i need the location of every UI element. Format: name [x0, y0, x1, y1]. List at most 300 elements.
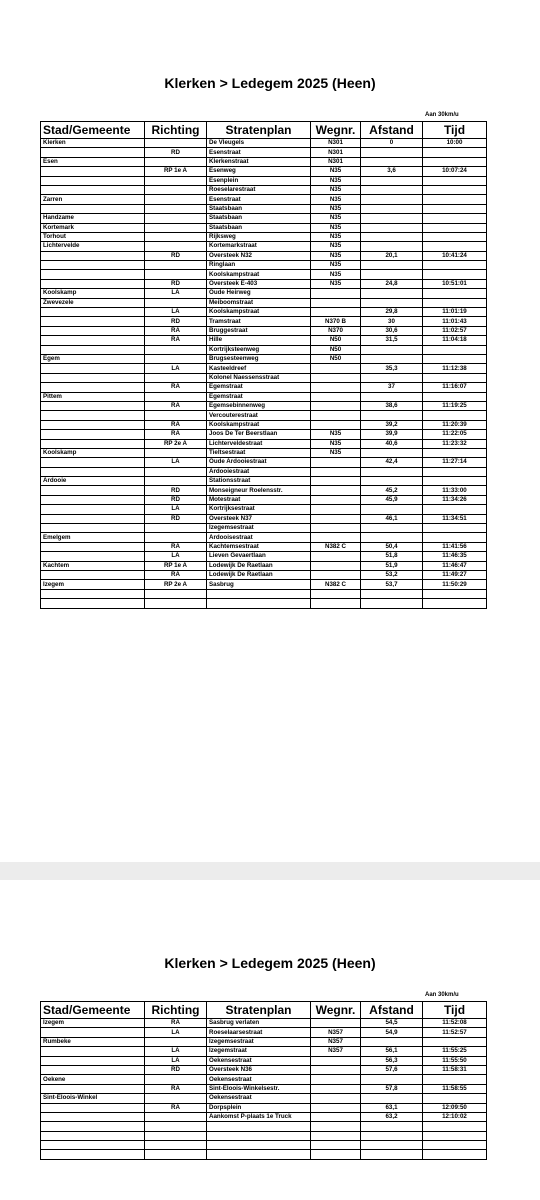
distance-cell — [361, 289, 423, 298]
municipality-cell — [41, 1122, 145, 1131]
table-row — [41, 495, 487, 504]
street-cell: Lieven Gevaertlaan — [207, 552, 311, 561]
street-cell — [207, 1141, 311, 1150]
time-cell: 10:00 — [423, 139, 487, 148]
road-number-cell — [311, 1103, 361, 1112]
time-cell: 10:51:01 — [423, 279, 487, 288]
street-cell — [207, 1122, 311, 1131]
direction-cell — [145, 1094, 207, 1103]
street-cell: Klerkenstraat — [207, 157, 311, 166]
table-row — [41, 1019, 487, 1028]
street-cell: Esenstraat — [207, 148, 311, 157]
distance-cell: 39,2 — [361, 420, 423, 429]
direction-cell — [145, 345, 207, 354]
time-cell — [423, 1037, 487, 1046]
table-row — [41, 214, 487, 223]
municipality-cell — [41, 185, 145, 194]
street-cell: Oversteek E-403 — [207, 279, 311, 288]
street-cell: Tieltsestraat — [207, 448, 311, 457]
time-cell — [423, 505, 487, 514]
table-row — [41, 533, 487, 542]
road-number-cell — [311, 1141, 361, 1150]
table-row — [41, 139, 487, 148]
distance-cell: 30,6 — [361, 326, 423, 335]
time-cell: 11:16:07 — [423, 383, 487, 392]
time-cell — [423, 1131, 487, 1140]
distance-cell: 35,3 — [361, 364, 423, 373]
road-number-cell — [311, 486, 361, 495]
road-number-cell — [311, 561, 361, 570]
municipality-cell: Esen — [41, 157, 145, 166]
time-cell: 11:01:43 — [423, 317, 487, 326]
direction-cell: RA — [145, 336, 207, 345]
document-page-2 — [0, 880, 540, 1200]
direction-cell: LA — [145, 1028, 207, 1037]
time-cell — [423, 1141, 487, 1150]
time-cell — [423, 354, 487, 363]
direction-cell — [145, 270, 207, 279]
direction-cell: RA — [145, 383, 207, 392]
time-cell — [423, 524, 487, 533]
direction-cell: LA — [145, 505, 207, 514]
road-number-cell — [311, 1112, 361, 1121]
municipality-cell — [41, 373, 145, 382]
street-cell: Izegemsestraat — [207, 1037, 311, 1046]
municipality-cell: Sint-Eloois-Winkel — [41, 1094, 145, 1103]
distance-cell — [361, 392, 423, 401]
page-title: Klerken > Ledegem 2025 (Heen) — [164, 75, 376, 91]
direction-cell: RA — [145, 326, 207, 335]
street-cell: Lodewijk De Raetlaan — [207, 570, 311, 579]
direction-cell — [145, 204, 207, 213]
municipality-cell — [41, 204, 145, 213]
time-cell: 11:46:47 — [423, 561, 487, 570]
time-cell: 11:49:27 — [423, 570, 487, 579]
distance-cell: 45,2 — [361, 486, 423, 495]
time-cell: 11:55:25 — [423, 1047, 487, 1056]
table-row — [41, 1131, 487, 1140]
distance-cell: 57,6 — [361, 1065, 423, 1074]
table-row — [41, 308, 487, 317]
municipality-cell — [41, 420, 145, 429]
direction-cell: RD — [145, 486, 207, 495]
column-header-distance: Afstand — [361, 122, 423, 139]
table-row — [41, 542, 487, 551]
time-cell — [423, 1122, 487, 1131]
time-cell: 11:22:05 — [423, 430, 487, 439]
time-cell — [423, 599, 487, 608]
municipality-cell — [41, 542, 145, 551]
distance-cell: 0 — [361, 139, 423, 148]
time-cell: 11:19:25 — [423, 401, 487, 410]
distance-cell: 39,9 — [361, 430, 423, 439]
direction-cell — [145, 214, 207, 223]
municipality-cell — [41, 1028, 145, 1037]
direction-cell: LA — [145, 552, 207, 561]
municipality-cell — [41, 1131, 145, 1140]
municipality-cell: Izegem — [41, 580, 145, 589]
road-number-cell — [311, 411, 361, 420]
distance-cell: 51,8 — [361, 552, 423, 561]
road-number-cell — [311, 514, 361, 523]
distance-cell — [361, 261, 423, 270]
municipality-cell — [41, 176, 145, 185]
distance-cell: 45,9 — [361, 495, 423, 504]
table-row — [41, 270, 487, 279]
direction-cell — [145, 232, 207, 241]
municipality-cell: Zarren — [41, 195, 145, 204]
time-cell — [423, 1094, 487, 1103]
street-cell: Kortemarkstraat — [207, 242, 311, 251]
time-cell: 11:12:38 — [423, 364, 487, 373]
direction-cell: RD — [145, 279, 207, 288]
road-number-cell — [311, 533, 361, 542]
street-cell — [207, 589, 311, 598]
distance-cell — [361, 270, 423, 279]
road-number-cell — [311, 599, 361, 608]
street-cell: Staatsbaan — [207, 223, 311, 232]
table-row — [41, 1056, 487, 1065]
road-number-cell — [311, 1150, 361, 1159]
street-cell: Egemstraat — [207, 383, 311, 392]
street-cell: Meiboomstraat — [207, 298, 311, 307]
municipality-cell — [41, 336, 145, 345]
table-row — [41, 204, 487, 213]
street-cell: Stationsstraat — [207, 477, 311, 486]
column-header-street: Stratenplan — [207, 1002, 311, 1019]
time-cell — [423, 157, 487, 166]
road-number-cell — [311, 1075, 361, 1084]
road-number-cell — [311, 589, 361, 598]
road-number-cell: N35 — [311, 270, 361, 279]
direction-cell — [145, 195, 207, 204]
column-header-street: Stratenplan — [207, 122, 311, 139]
municipality-cell: Kachtem — [41, 561, 145, 570]
time-cell: 12:10:02 — [423, 1112, 487, 1121]
street-cell: Kortrijksteenweg — [207, 345, 311, 354]
road-number-cell: N35 — [311, 261, 361, 270]
direction-cell: RD — [145, 317, 207, 326]
header-row — [41, 122, 487, 139]
distance-cell: 42,4 — [361, 458, 423, 467]
road-number-cell — [311, 373, 361, 382]
road-number-cell — [311, 298, 361, 307]
street-cell: Oude Ardooiestraat — [207, 458, 311, 467]
road-number-cell — [311, 1084, 361, 1093]
road-number-cell — [311, 383, 361, 392]
street-cell: Aankomst P-plaats 1e Truck — [207, 1112, 311, 1121]
municipality-cell — [41, 486, 145, 495]
table-row — [41, 354, 487, 363]
distance-cell: 30 — [361, 317, 423, 326]
table-row — [41, 167, 487, 176]
street-cell: Oversteek N37 — [207, 514, 311, 523]
road-number-cell — [311, 467, 361, 476]
municipality-cell — [41, 439, 145, 448]
speed-note: Aan 30km/u — [425, 112, 459, 118]
municipality-cell: Koolskamp — [41, 289, 145, 298]
time-cell: 11:34:51 — [423, 514, 487, 523]
municipality-cell — [41, 458, 145, 467]
municipality-cell — [41, 383, 145, 392]
direction-cell — [145, 185, 207, 194]
time-cell: 11:52:57 — [423, 1028, 487, 1037]
direction-cell: RA — [145, 1019, 207, 1028]
street-cell: Izegemsestraat — [207, 524, 311, 533]
time-cell — [423, 195, 487, 204]
distance-cell — [361, 524, 423, 533]
time-cell: 11:52:08 — [423, 1019, 487, 1028]
table-row — [41, 486, 487, 495]
time-cell — [423, 589, 487, 598]
table-row — [41, 514, 487, 523]
street-cell: Hille — [207, 336, 311, 345]
direction-cell: LA — [145, 364, 207, 373]
street-cell: Egemstraat — [207, 392, 311, 401]
table-row — [41, 467, 487, 476]
distance-cell — [361, 148, 423, 157]
table-row — [41, 524, 487, 533]
time-cell: 11:01:19 — [423, 308, 487, 317]
table-row — [41, 599, 487, 608]
time-cell — [423, 261, 487, 270]
direction-cell — [145, 1037, 207, 1046]
route-table — [40, 1001, 487, 1160]
road-number-cell: N382 C — [311, 580, 361, 589]
road-number-cell — [311, 308, 361, 317]
direction-cell: LA — [145, 308, 207, 317]
table-row — [41, 326, 487, 335]
distance-cell — [361, 1131, 423, 1140]
time-cell — [423, 214, 487, 223]
distance-cell: 51,9 — [361, 561, 423, 570]
road-number-cell: N301 — [311, 148, 361, 157]
table-row — [41, 336, 487, 345]
municipality-cell: Zwevezele — [41, 298, 145, 307]
table-row — [41, 1065, 487, 1074]
street-cell: Koolskampstraat — [207, 420, 311, 429]
road-number-cell: N50 — [311, 345, 361, 354]
direction-cell — [145, 1075, 207, 1084]
street-cell: Ringlaan — [207, 261, 311, 270]
distance-cell: 31,5 — [361, 336, 423, 345]
direction-cell: RP 2e A — [145, 580, 207, 589]
direction-cell: LA — [145, 1047, 207, 1056]
direction-cell — [145, 1112, 207, 1121]
street-cell: Brugsesteenweg — [207, 354, 311, 363]
direction-cell: RD — [145, 251, 207, 260]
municipality-cell — [41, 570, 145, 579]
table-body — [41, 139, 487, 609]
table-row — [41, 373, 487, 382]
table-row — [41, 345, 487, 354]
table-row — [41, 1028, 487, 1037]
road-number-cell: N357 — [311, 1037, 361, 1046]
municipality-cell — [41, 1065, 145, 1074]
table-row — [41, 458, 487, 467]
road-number-cell: N35 — [311, 439, 361, 448]
page-separator — [0, 862, 540, 880]
distance-cell — [361, 467, 423, 476]
municipality-cell: Koolskamp — [41, 448, 145, 457]
page-title: Klerken > Ledegem 2025 (Heen) — [164, 955, 376, 971]
distance-cell — [361, 195, 423, 204]
street-cell: Tramstraat — [207, 317, 311, 326]
time-cell — [423, 185, 487, 194]
column-header-road-number: Wegnr. — [311, 122, 361, 139]
direction-cell: RP 1e A — [145, 561, 207, 570]
municipality-cell: Ardooie — [41, 477, 145, 486]
distance-cell — [361, 214, 423, 223]
table-row — [41, 1112, 487, 1121]
distance-cell: 54,9 — [361, 1028, 423, 1037]
direction-cell: RD — [145, 1065, 207, 1074]
street-cell: Esenplein — [207, 176, 311, 185]
direction-cell — [145, 157, 207, 166]
road-number-cell: N301 — [311, 157, 361, 166]
street-cell: Oekensestraat — [207, 1056, 311, 1065]
direction-cell: LA — [145, 1056, 207, 1065]
road-number-cell — [311, 1019, 361, 1028]
table-row — [41, 1150, 487, 1159]
municipality-cell: Kortemark — [41, 223, 145, 232]
municipality-cell: Oekene — [41, 1075, 145, 1084]
time-cell — [423, 533, 487, 542]
street-cell: Koolskampstraat — [207, 270, 311, 279]
municipality-cell — [41, 505, 145, 514]
road-number-cell: N357 — [311, 1028, 361, 1037]
time-cell: 10:41:24 — [423, 251, 487, 260]
road-number-cell — [311, 552, 361, 561]
road-number-cell: N35 — [311, 279, 361, 288]
table-row — [41, 364, 487, 373]
distance-cell: 63,2 — [361, 1112, 423, 1121]
street-cell: Sasbrug verlaten — [207, 1019, 311, 1028]
time-cell — [423, 232, 487, 241]
road-number-cell: N382 C — [311, 542, 361, 551]
street-cell — [207, 1150, 311, 1159]
time-cell: 11:34:26 — [423, 495, 487, 504]
time-cell: 11:23:32 — [423, 439, 487, 448]
time-cell — [423, 223, 487, 232]
distance-cell — [361, 1037, 423, 1046]
direction-cell — [145, 1122, 207, 1131]
direction-cell — [145, 223, 207, 232]
road-number-cell — [311, 401, 361, 410]
time-cell — [423, 242, 487, 251]
municipality-cell: Pittem — [41, 392, 145, 401]
table-row — [41, 1075, 487, 1084]
street-cell: Esenweg — [207, 167, 311, 176]
table-row — [41, 1141, 487, 1150]
road-number-cell — [311, 1122, 361, 1131]
time-cell: 11:33:00 — [423, 486, 487, 495]
street-cell: Staatsbaan — [207, 214, 311, 223]
road-number-cell: N301 — [311, 139, 361, 148]
distance-cell — [361, 223, 423, 232]
municipality-cell — [41, 1084, 145, 1093]
municipality-cell — [41, 430, 145, 439]
distance-cell: 37 — [361, 383, 423, 392]
street-cell: Oude Heirweg — [207, 289, 311, 298]
table-row — [41, 185, 487, 194]
municipality-cell — [41, 251, 145, 260]
road-number-cell — [311, 1094, 361, 1103]
street-cell: De Vleugels — [207, 139, 311, 148]
road-number-cell: N35 — [311, 251, 361, 260]
municipality-cell: Torhout — [41, 232, 145, 241]
street-cell: Kolonel Naessensstraat — [207, 373, 311, 382]
distance-cell — [361, 232, 423, 241]
distance-cell — [361, 477, 423, 486]
time-cell — [423, 289, 487, 298]
street-cell: Kortrijksestraat — [207, 505, 311, 514]
distance-cell: 54,5 — [361, 1019, 423, 1028]
time-cell — [423, 1075, 487, 1084]
municipality-cell: Lichtervelde — [41, 242, 145, 251]
direction-cell — [145, 524, 207, 533]
municipality-cell: Egem — [41, 354, 145, 363]
table-row — [41, 242, 487, 251]
distance-cell — [361, 157, 423, 166]
municipality-cell — [41, 1103, 145, 1112]
time-cell — [423, 270, 487, 279]
street-cell: Vercouterestraat — [207, 411, 311, 420]
table-row — [41, 223, 487, 232]
municipality-cell — [41, 345, 145, 354]
table-row — [41, 439, 487, 448]
distance-cell — [361, 448, 423, 457]
direction-cell — [145, 392, 207, 401]
road-number-cell — [311, 495, 361, 504]
road-number-cell: N50 — [311, 354, 361, 363]
municipality-cell — [41, 1150, 145, 1159]
municipality-cell — [41, 308, 145, 317]
direction-cell — [145, 176, 207, 185]
distance-cell: 38,6 — [361, 401, 423, 410]
table-row — [41, 1122, 487, 1131]
distance-cell: 40,6 — [361, 439, 423, 448]
time-cell: 11:58:55 — [423, 1084, 487, 1093]
time-cell — [423, 298, 487, 307]
municipality-cell — [41, 317, 145, 326]
time-cell — [423, 148, 487, 157]
municipality-cell — [41, 495, 145, 504]
speed-note: Aan 30km/u — [425, 992, 459, 998]
table-row — [41, 1047, 487, 1056]
municipality-cell: Rumbeke — [41, 1037, 145, 1046]
time-cell — [423, 204, 487, 213]
street-cell: Monseigneur Roelensstr. — [207, 486, 311, 495]
table-row — [41, 298, 487, 307]
table-row — [41, 392, 487, 401]
distance-cell: 53,2 — [361, 570, 423, 579]
direction-cell — [145, 298, 207, 307]
column-header-direction: Richting — [145, 1002, 207, 1019]
column-header-distance: Afstand — [361, 1002, 423, 1019]
direction-cell — [145, 467, 207, 476]
distance-cell — [361, 242, 423, 251]
street-cell — [207, 599, 311, 608]
direction-cell — [145, 589, 207, 598]
distance-cell: 3,6 — [361, 167, 423, 176]
municipality-cell — [41, 467, 145, 476]
distance-cell — [361, 1075, 423, 1084]
street-cell: Koolskampstraat — [207, 308, 311, 317]
distance-cell: 46,1 — [361, 514, 423, 523]
column-header-municipality: Stad/Gemeente — [41, 122, 145, 139]
road-number-cell — [311, 570, 361, 579]
